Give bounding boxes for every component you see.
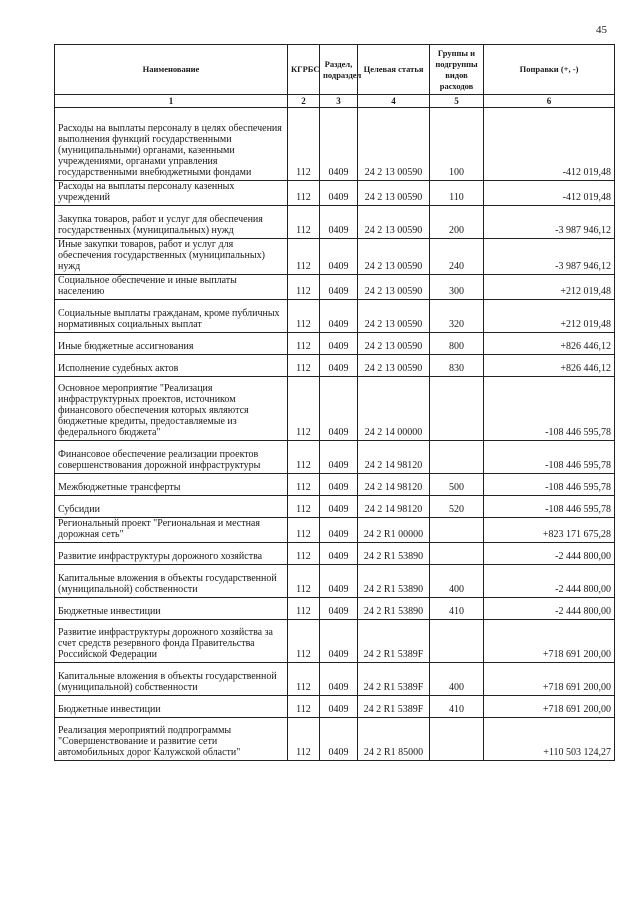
- row-amount: -2 444 800,00: [484, 598, 615, 620]
- row-name: Закупка товаров, работ и услуг для обеспечения государственных (муниципальных) нужд: [55, 206, 288, 239]
- row-kgrbs: 112: [288, 377, 320, 441]
- table-row: [55, 718, 615, 761]
- row-amount: +826 446,12: [484, 355, 615, 377]
- row-target-article: 24 2 R1 53890: [358, 543, 430, 565]
- table-row: [55, 300, 615, 333]
- row-name: Иные закупки товаров, работ и услуг для обеспечения государственных (муниципальных) нужд: [55, 239, 288, 275]
- row-kgrbs: 112: [288, 696, 320, 718]
- row-amount: -412 019,48: [484, 108, 615, 181]
- row-expense-group: [430, 718, 484, 761]
- row-expense-group: [430, 377, 484, 441]
- row-kgrbs: 112: [288, 474, 320, 496]
- row-name: Иные бюджетные ассигнования: [55, 333, 288, 355]
- row-name: Капитальные вложения в объекты государственной (муниципальной) собственности: [55, 565, 288, 598]
- table-row: [55, 518, 615, 543]
- row-kgrbs: 112: [288, 206, 320, 239]
- header-target-article: Целевая статья: [358, 45, 430, 95]
- row-name: Финансовое обеспечение реализации проектов совершенствования дорожной инфраструктуры: [55, 441, 288, 474]
- row-expense-group: 520: [430, 496, 484, 518]
- row-expense-group: 110: [430, 181, 484, 206]
- row-name: Капитальные вложения в объекты государственной (муниципальной) собственности: [55, 663, 288, 696]
- row-expense-group: [430, 441, 484, 474]
- row-amount: -108 446 595,78: [484, 474, 615, 496]
- row-target-article: 24 2 13 00590: [358, 108, 430, 181]
- row-amount: +110 503 124,27: [484, 718, 615, 761]
- row-target-article: 24 2 R1 85000: [358, 718, 430, 761]
- row-amount: -2 444 800,00: [484, 565, 615, 598]
- row-amount: +718 691 200,00: [484, 663, 615, 696]
- row-amount: +212 019,48: [484, 275, 615, 300]
- row-section: 0409: [320, 181, 358, 206]
- row-expense-group: 400: [430, 663, 484, 696]
- row-amount: +212 019,48: [484, 300, 615, 333]
- row-section: 0409: [320, 275, 358, 300]
- row-name: Региональный проект "Региональная и местная дорожная сеть": [55, 518, 288, 543]
- column-number: 1: [55, 95, 288, 108]
- row-expense-group: 100: [430, 108, 484, 181]
- row-name: Основное мероприятие "Реализация инфраструктурных проектов, источником финансового обеспечения которых являются бюджетные кредиты, предоставляемые из федерального бюджета": [55, 377, 288, 441]
- row-kgrbs: 112: [288, 663, 320, 696]
- row-amount: -108 446 595,78: [484, 441, 615, 474]
- row-kgrbs: 112: [288, 543, 320, 565]
- row-section: 0409: [320, 377, 358, 441]
- table-row: [55, 333, 615, 355]
- row-name: Расходы на выплаты персоналу казенных учреждений: [55, 181, 288, 206]
- row-section: 0409: [320, 441, 358, 474]
- column-number: 3: [320, 95, 358, 108]
- row-kgrbs: 112: [288, 181, 320, 206]
- table-row: [55, 565, 615, 598]
- row-expense-group: [430, 518, 484, 543]
- row-target-article: 24 2 13 00590: [358, 275, 430, 300]
- row-expense-group: 400: [430, 565, 484, 598]
- column-number: 6: [484, 95, 615, 108]
- row-name: Исполнение судебных актов: [55, 355, 288, 377]
- row-kgrbs: 112: [288, 333, 320, 355]
- row-kgrbs: 112: [288, 355, 320, 377]
- header-name: Наименование: [55, 45, 288, 95]
- row-name: Расходы на выплаты персоналу в целях обеспечения выполнения функций государственными (муниципальными) органами, казенными учреждениями, органами управления государственными внебюджетными фондами: [55, 108, 288, 181]
- table-row: [55, 496, 615, 518]
- row-amount: -108 446 595,78: [484, 496, 615, 518]
- header-kgrbs: КГРБС: [288, 45, 320, 95]
- row-kgrbs: 112: [288, 565, 320, 598]
- page-number: 45: [596, 24, 607, 36]
- table-row: [55, 441, 615, 474]
- row-target-article: 24 2 13 00590: [358, 333, 430, 355]
- table-row: [55, 696, 615, 718]
- row-target-article: 24 2 13 00590: [358, 300, 430, 333]
- row-name: Социальное обеспечение и иные выплаты населению: [55, 275, 288, 300]
- row-section: 0409: [320, 333, 358, 355]
- row-section: 0409: [320, 206, 358, 239]
- row-kgrbs: 112: [288, 620, 320, 663]
- header-expense-groups: Группы и подгруппы видов расходов: [430, 45, 484, 95]
- row-section: 0409: [320, 355, 358, 377]
- row-kgrbs: 112: [288, 441, 320, 474]
- row-section: 0409: [320, 496, 358, 518]
- row-amount: -2 444 800,00: [484, 543, 615, 565]
- row-section: 0409: [320, 543, 358, 565]
- header-amendments: Поправки (+, -): [484, 45, 615, 95]
- row-name: Бюджетные инвестиции: [55, 598, 288, 620]
- row-kgrbs: 112: [288, 718, 320, 761]
- row-expense-group: 800: [430, 333, 484, 355]
- row-name: Социальные выплаты гражданам, кроме публичных нормативных социальных выплат: [55, 300, 288, 333]
- row-expense-group: 200: [430, 206, 484, 239]
- row-section: 0409: [320, 300, 358, 333]
- row-name: Субсидии: [55, 496, 288, 518]
- column-number: 4: [358, 95, 430, 108]
- table-row: [55, 543, 615, 565]
- row-section: 0409: [320, 518, 358, 543]
- row-name: Развитие инфраструктуры дорожного хозяйства: [55, 543, 288, 565]
- row-target-article: 24 2 14 00000: [358, 377, 430, 441]
- row-kgrbs: 112: [288, 275, 320, 300]
- row-kgrbs: 112: [288, 300, 320, 333]
- row-section: 0409: [320, 108, 358, 181]
- table-row: [55, 239, 615, 275]
- header-section: Раздел, подраздел: [320, 45, 358, 95]
- row-target-article: 24 2 R1 53890: [358, 565, 430, 598]
- row-amount: -412 019,48: [484, 181, 615, 206]
- table-row: [55, 206, 615, 239]
- row-name: Межбюджетные трансферты: [55, 474, 288, 496]
- row-kgrbs: 112: [288, 108, 320, 181]
- row-kgrbs: 112: [288, 598, 320, 620]
- column-number-row: [55, 95, 615, 108]
- row-target-article: 24 2 R1 5389F: [358, 696, 430, 718]
- row-target-article: 24 2 14 98120: [358, 496, 430, 518]
- row-amount: -3 987 946,12: [484, 239, 615, 275]
- row-amount: -108 446 595,78: [484, 377, 615, 441]
- row-target-article: 24 2 R1 5389F: [358, 663, 430, 696]
- row-expense-group: [430, 620, 484, 663]
- row-target-article: 24 2 13 00590: [358, 206, 430, 239]
- table-row: [55, 474, 615, 496]
- header-row: [55, 45, 615, 95]
- table-row: [55, 355, 615, 377]
- row-expense-group: 320: [430, 300, 484, 333]
- row-kgrbs: 112: [288, 239, 320, 275]
- row-target-article: 24 2 13 00590: [358, 181, 430, 206]
- row-section: 0409: [320, 474, 358, 496]
- table-row: [55, 598, 615, 620]
- table-row: [55, 181, 615, 206]
- row-target-article: 24 2 13 00590: [358, 355, 430, 377]
- row-section: 0409: [320, 663, 358, 696]
- row-amount: +823 171 675,28: [484, 518, 615, 543]
- table-body: [55, 108, 615, 761]
- row-section: 0409: [320, 565, 358, 598]
- column-number: 5: [430, 95, 484, 108]
- row-target-article: 24 2 R1 00000: [358, 518, 430, 543]
- row-name: Реализация мероприятий подпрограммы "Совершенствование и развитие сети автомобильных дорог Калужской области": [55, 718, 288, 761]
- row-kgrbs: 112: [288, 496, 320, 518]
- row-amount: -3 987 946,12: [484, 206, 615, 239]
- table-row: [55, 275, 615, 300]
- row-section: 0409: [320, 620, 358, 663]
- row-section: 0409: [320, 696, 358, 718]
- row-name: Развитие инфраструктуры дорожного хозяйства за счет средств резервного фонда Правительства Российской Федерации: [55, 620, 288, 663]
- row-expense-group: 500: [430, 474, 484, 496]
- row-kgrbs: 112: [288, 518, 320, 543]
- table-row: [55, 377, 615, 441]
- row-target-article: 24 2 14 98120: [358, 474, 430, 496]
- table-row: [55, 663, 615, 696]
- row-target-article: 24 2 R1 53890: [358, 598, 430, 620]
- row-expense-group: 300: [430, 275, 484, 300]
- table-row: [55, 108, 615, 181]
- row-expense-group: 830: [430, 355, 484, 377]
- row-amount: +718 691 200,00: [484, 696, 615, 718]
- row-amount: +826 446,12: [484, 333, 615, 355]
- budget-amendments-table: [54, 44, 615, 761]
- table-row: [55, 620, 615, 663]
- row-target-article: 24 2 R1 5389F: [358, 620, 430, 663]
- row-section: 0409: [320, 239, 358, 275]
- row-expense-group: 410: [430, 598, 484, 620]
- row-section: 0409: [320, 598, 358, 620]
- row-name: Бюджетные инвестиции: [55, 696, 288, 718]
- row-expense-group: 240: [430, 239, 484, 275]
- row-section: 0409: [320, 718, 358, 761]
- row-expense-group: [430, 543, 484, 565]
- row-target-article: 24 2 14 98120: [358, 441, 430, 474]
- row-expense-group: 410: [430, 696, 484, 718]
- column-number: 2: [288, 95, 320, 108]
- row-target-article: 24 2 13 00590: [358, 239, 430, 275]
- row-amount: +718 691 200,00: [484, 620, 615, 663]
